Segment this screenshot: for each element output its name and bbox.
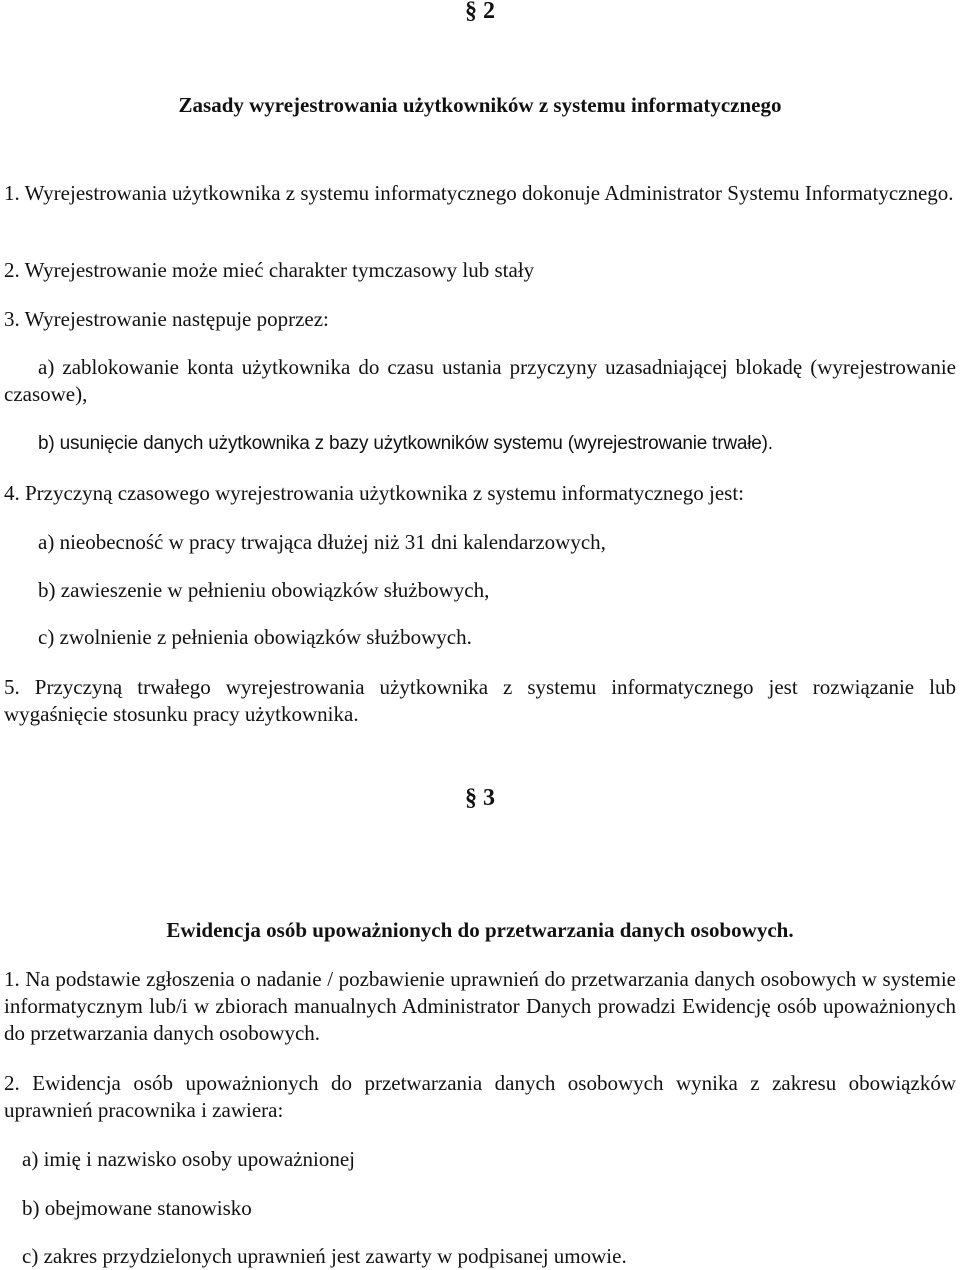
section-2-paragraph-2: 2. Wyrejestrowanie może mieć charakter tymczasowy lub stały — [4, 258, 535, 282]
section-2-paragraph-3: 3. Wyrejestrowanie następuje poprzez: — [4, 307, 329, 331]
section-2-sign: § 2 — [465, 0, 495, 24]
section-2-item-4c: c) zwolnienie z pełnienia obowiązków służbowych. — [38, 625, 472, 649]
section-3-item-2a: a) imię i nazwisko osoby upoważnionej — [22, 1147, 356, 1171]
section-2-item-4b: b) zawieszenie w pełnieniu obowiązków służbowych, — [38, 578, 490, 602]
section-2-title: Zasady wyrejestrowania użytkowników z systemu informatycznego — [178, 93, 782, 117]
section-3-paragraph-2: 2. Ewidencja osób upoważnionych do przetwarzania danych osobowych wynika z zakresu obowiązków uprawnień pracownika i zawiera: — [4, 1071, 956, 1122]
section-2-item-4a: a) nieobecność w pracy trwająca dłużej niż 31 dni kalendarzowych, — [38, 530, 606, 554]
section-3-sign: § 3 — [465, 785, 495, 811]
section-2-item-3a: a) zablokowanie konta użytkownika do czasu ustania przyczyny uzasadniającej blokadę (wyrejestrowanie czasowe), — [4, 355, 956, 406]
section-3-item-2b: b) obejmowane stanowisko — [22, 1196, 252, 1220]
section-2-item-3b: b) usunięcie danych użytkownika z bazy użytkowników systemu (wyrejestrowanie trwałe). — [38, 433, 773, 454]
section-2-paragraph-1: 1. Wyrejestrowania użytkownika z systemu informatycznego dokonuje Administrator Systemu Informatycznego. — [4, 181, 954, 205]
section-3-item-2c: c) zakres przydzielonych uprawnień jest zawarty w podpisanej umowie. — [22, 1244, 627, 1268]
section-3-paragraph-1: 1. Na podstawie zgłoszenia o nadanie / pozbawienie uprawnień do przetwarzania danych osobowych w systemie informatycznym lub/i w zbiorach manualnych Administrator Danych prowadzi Ewidencję osób upoważnionych do przetwarzania danych osobowych. — [4, 967, 956, 1045]
section-2-paragraph-4: 4. Przyczyną czasowego wyrejestrowania użytkownika z systemu informatycznego jest: — [4, 481, 745, 505]
section-3-title: Ewidencja osób upoważnionych do przetwarzania danych osobowych. — [166, 918, 794, 942]
section-2-paragraph-5: 5. Przyczyną trwałego wyrejestrowania użytkownika z systemu informatycznego jest rozwiązanie lub wygaśnięcie stosunku pracy użytkownika. — [4, 675, 956, 726]
